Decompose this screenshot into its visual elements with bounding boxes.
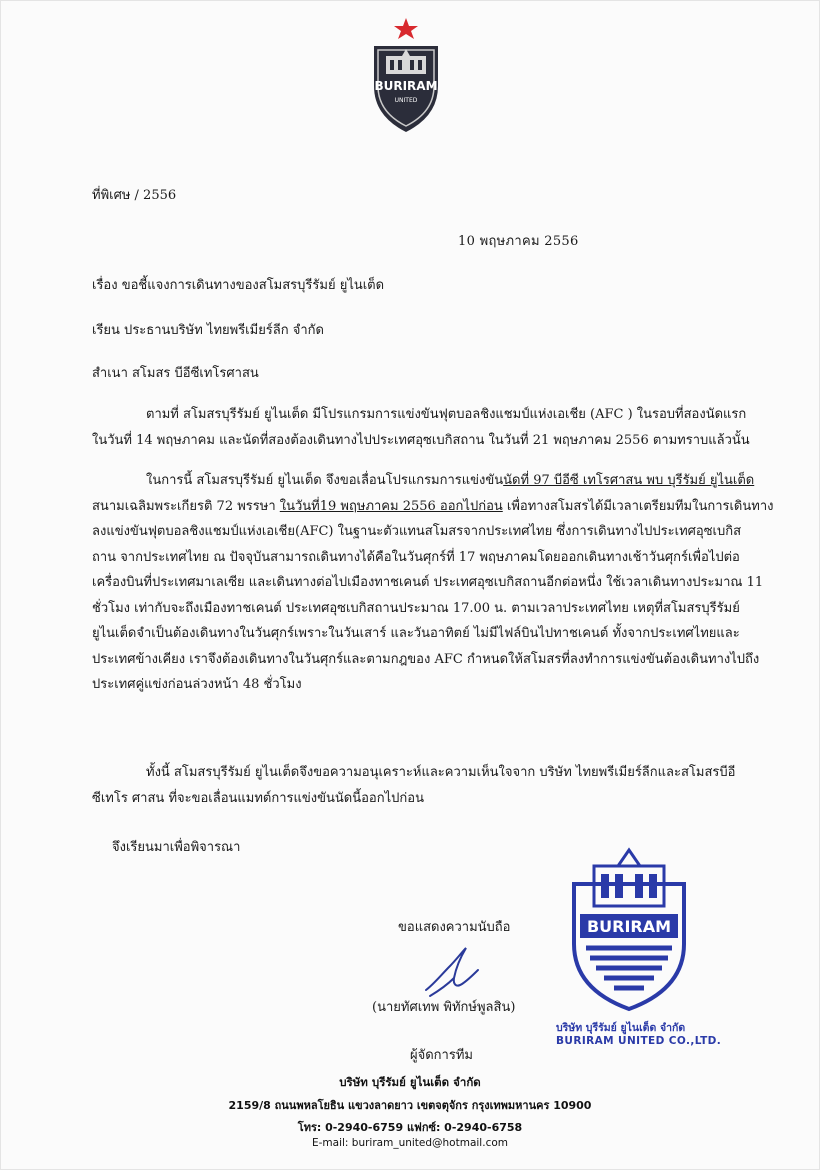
underlined-match-text: นัดที่ 97 บีอีซี เทโรศาสน พบ บุรีรัมย์ ยูไนเต็ด bbox=[503, 473, 755, 488]
paragraph-3 bbox=[92, 760, 736, 811]
stamp-emblem-text: BURIRAM bbox=[586, 917, 672, 936]
paragraph-2 bbox=[92, 468, 774, 698]
recipient-line: เรียน ประธานบริษัท ไทยพรีเมียร์ลีก จำกัด bbox=[92, 323, 324, 338]
text-span: สนามเฉลิมพระเกียรติ 72 พรรษา bbox=[92, 498, 280, 514]
text-span: เพื่อทางสโมสรได้มีเวลาเตรียมทีมในการเดินทาง bbox=[502, 498, 774, 514]
footer-email: E-mail: buriram_united@hotmail.com bbox=[311, 1137, 508, 1149]
copy-line: สำเนา สโมสร บีอีซีเทโรศาสน bbox=[92, 366, 259, 381]
signer-name: (นายทัศเทพ พิทักษ์พูลสิน) bbox=[372, 1000, 516, 1015]
paragraph-line: ทั้งนี้ สโมสรบุรีรัมย์ ยูไนเต็ดจึงขอความอนุเคราะห์และความเห็นใจจาก บริษัท ไทยพรีเมียร์ลีกและสโมสรบีอี bbox=[146, 765, 736, 780]
logo-text-main: BURIRAM bbox=[374, 79, 438, 93]
footer-address: 2159/8 ถนนพหลโยธิน แขวงลาดยาว เขตจตุจักร กรุงเทพมหานคร 10900 bbox=[228, 1099, 592, 1112]
letter-date: 10 พฤษภาคม 2556 bbox=[458, 234, 579, 249]
paragraph-line: เครื่องบินที่ประเทศมาเลเซีย และเดินทางต่อไปเมืองทาชเคนต์ ประเทศอุซเบกิสถานอีกต่อหนึ่ง ใช้เวลาเดินทางประมาณ 11 bbox=[92, 575, 764, 590]
paragraph-1 bbox=[92, 402, 750, 453]
closing-line: จึงเรียนมาเพื่อพิจารณา bbox=[112, 840, 241, 855]
paragraph-line: ยูไนเต็ดจำเป็นต้องเดินทางในวันศุกร์เพราะในวันเสาร์ และวันอาทิตย์ ไม่มีไฟล์บินไปทาชเคนต์ ทั้งจากประเทศไทยและ bbox=[92, 626, 740, 641]
logo-text-sub: UNITED bbox=[394, 97, 418, 104]
signer-role: ผู้จัดการทีม bbox=[410, 1048, 473, 1063]
footer-phone: โทร: 0-2940-6759 แฟกซ์: 0-2940-6758 bbox=[297, 1121, 523, 1134]
paragraph-line bbox=[92, 468, 755, 494]
paragraph-line: ประเทศคู่แข่งก่อนล่วงหน้า 48 ชั่วโมง bbox=[92, 677, 302, 692]
subject-line: เรื่อง ขอชี้แจงการเดินทางของสโมสรบุรีรัมย์ ยูไนเต็ด bbox=[92, 278, 385, 293]
paragraph-line: ซีเทโร ศาสน ที่จะขอเลื่อนแมทต์การแข่งขันนัดนี้ออกไปก่อน bbox=[92, 790, 424, 806]
buriram-united-logo bbox=[356, 16, 456, 136]
paragraph-line: ชั่วโมง เท่ากับจะถึงเมืองทาชเคนต์ ประเทศอุซเบกิสถานประมาณ 17.00 น. ตามเวลาประเทศไทย เหตุที่สโมสรบุรีรัมย์ bbox=[92, 600, 740, 616]
footer-company: บริษัท บุรีรัมย์ ยูไนเต็ด จำกัด bbox=[339, 1075, 481, 1089]
paragraph-line: ลงแข่งขันฟุตบอลชิงแชมป์แห่งเอเชีย(AFC) ในฐานะตัวแทนสโมสรจากประเทศไทย ซึ่งการเดินทางไปประเทศอุซเบกิส bbox=[92, 524, 742, 539]
paragraph-line: ตามที่ สโมสรบุรีรัมย์ ยูไนเต็ด มีโปรแกรมการแข่งขันฟุตบอลชิงแชมป์แห่งเอเชีย (AFC ) ในรอบที่สองนัดแรก bbox=[146, 407, 747, 422]
stamp-company-english: BURIRAM UNITED CO.,LTD. bbox=[556, 1035, 722, 1047]
paragraph-line: ประเทศข้างเคียง เราจึงต้องเดินทางในวันศุกร์และตามกฎของ AFC กำหนดให้สโมสรที่ลงทำการแข่งขันต้องเดินทางไปถึง bbox=[92, 651, 760, 667]
paragraph-line bbox=[92, 494, 774, 520]
paragraph-line: ถาน จากประเทศไทย ณ ปัจจุบันสามารถเดินทางได้คือในวันศุกร์ที่ 17 พฤษภาคมโดยออกเดินทางเช้าวันศุกร์เพื่อไปต่อ bbox=[92, 549, 740, 565]
handwritten-signature bbox=[416, 944, 496, 1002]
underlined-date-text: ในวันที่19 พฤษภาคม 2556 ออกไปก่อน bbox=[279, 498, 503, 514]
text-span: ในการนี้ สโมสรบุรีรัมย์ ยูไนเต็ด จึงขอเลื่อนโปรแกรมการแข่งขัน bbox=[146, 473, 504, 488]
stamp-company-thai: บริษัท บุรีรัมย์ ยูไนเต็ด จำกัด bbox=[556, 1022, 686, 1034]
regards-line: ขอแสดงความนับถือ bbox=[398, 920, 511, 935]
paragraph-line: ในวันที่ 14 พฤษภาคม และนัดที่สองต้องเดินทางไปประเทศอุซเบกิสถาน ในวันที่ 21 พฤษภาคม 2556 ตามทราบแล้วนั้น bbox=[92, 432, 750, 448]
company-stamp bbox=[566, 844, 692, 1012]
reference-number: ที่พิเศษ / 2556 bbox=[92, 188, 177, 203]
